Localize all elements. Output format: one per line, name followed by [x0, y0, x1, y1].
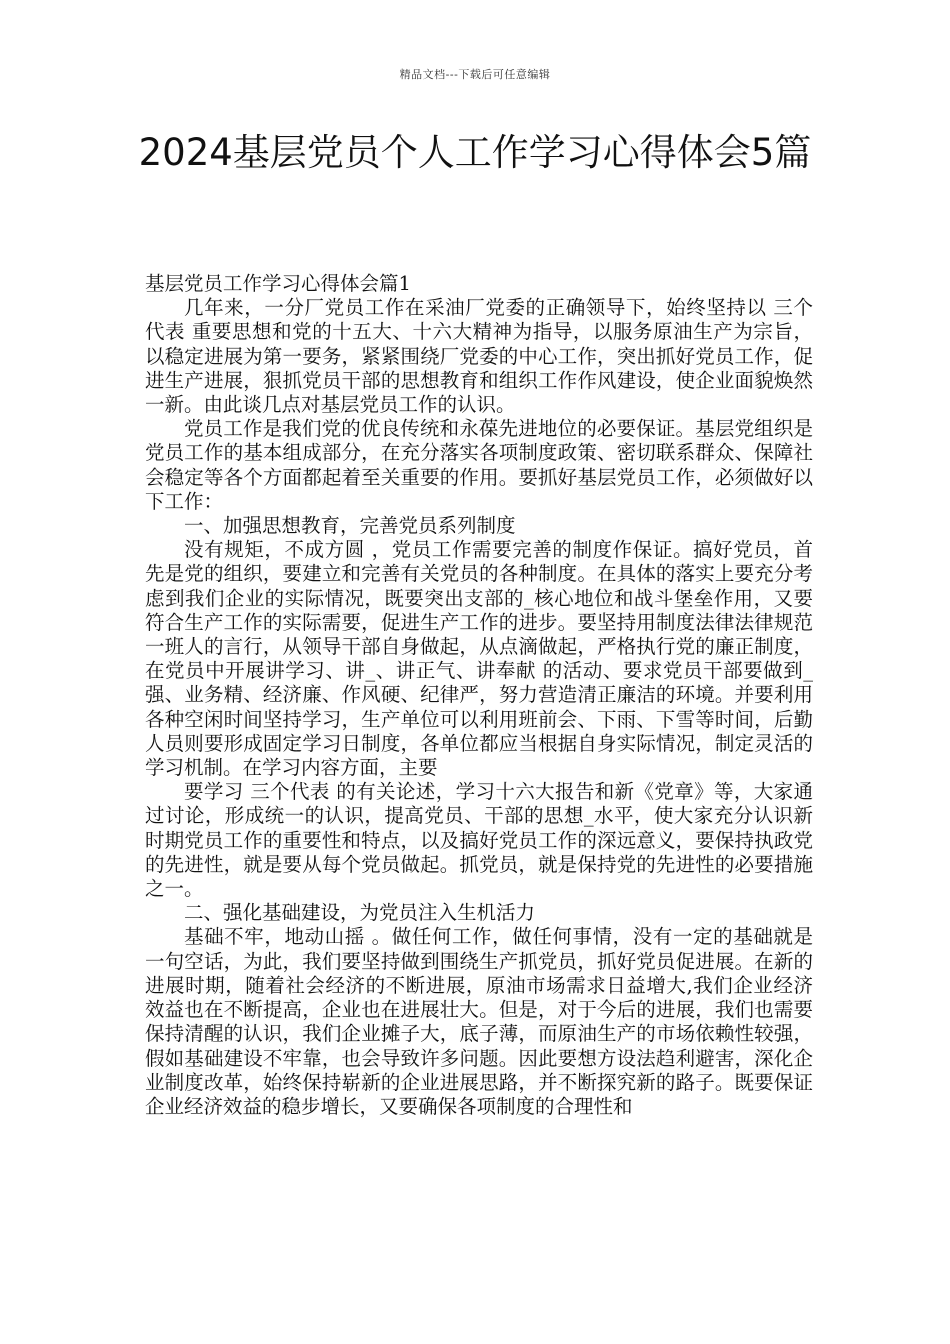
section-heading: 一、加强思想教育，完善党员系列制度 — [184, 514, 516, 538]
paragraph: 基础不牢，地动山摇 。做任何工作，做任何事情，没有一定的基础就是一句空话，为此，我们要坚持做到围绕生产抓党员，抓好党员促进展。在新的进展时期，随着社会经济的不断进展，原油市场需求日益增大,我们企业经济效益也在不断提高，企业也在进展壮大。但是，对于今后的进展，我们也需要保持清醒的认识，我们企业摊子大，底子薄，而原油生产的市场依赖性较强，假如基础建设不牢靠，也会导致许多问题。因此要想方设法趋利避害，深化企业制度改革，始终保持崭新的企业进展思路，并不断探究新的路子。既要保证企业经济效益的稳步增长，又要确保各项制度的合理性和 — [145, 925, 813, 1118]
section-subtitle: 基层党员工作学习心得体会篇1 — [145, 272, 411, 295]
document-body — [145, 272, 813, 1119]
paragraph: 几年来，一分厂党员工作在采油厂党委的正确领导下，始终坚持以 三个代表 重要思想和党的十五大、十六大精神为指导，以服务原油生产为宗旨，以稳定进展为第一要务，紧紧围绕厂党委的中心工作，突出抓好党员工作，促进生产进展，狠抓党员干部的思想教育和组织工作作风建设，使企业面貌焕然一新。由此谈几点对基层党员工作的认识。 — [145, 296, 813, 417]
paragraph: 党员工作是我们党的优良传统和永葆先进地位的必要保证。基层党组织是党员工作的基本组成部分，在充分落实各项制度政策、密切联系群众、保障社会稳定等各个方面都起着至关重要的作用。要抓好基层党员工作，必须做好以下工作： — [145, 417, 813, 513]
paragraph: 没有规矩，不成方圆 ，党员工作需要完善的制度作保证。搞好党员，首先是党的组织，要建立和完善有关党员的各种制度。在具体的落实上要充分考虑到我们企业的实际情况，既要突出支部的_核心地位和战斗堡垒作用，又要符合生产工作的实际需要，促进生产工作的进步。要坚持用制度法律法律规范一班人的言行，从领导干部自身做起，从点滴做起，严格执行党的廉正制度，在党员中开展讲学习、讲_、讲正气、讲奉献 的活动、要求党员干部要做到_强、业务精、经济廉、作风硬、纪律严，努力营造清正廉洁的环境。并要利用各种空闲时间坚持学习，生产单位可以利用班前会、下雨、下雪等时间，后勤人员则要形成固定学习日制度，各单位都应当根据自身实际情况，制定灵活的学习机制。在学习内容方面，主要 — [145, 538, 813, 780]
paragraph: 要学习 三个代表 的有关论述，学习十六大报告和新《党章》等，大家通过讨论，形成统一的认识，提高党员、干部的思想_水平，使大家充分认识新时期党员工作的重要性和特点，以及搞好党员工作的深远意义，要保持执政党的先进性，就是要从每个党员做起。抓党员，就是保持党的先进性的必要措施之一。 — [145, 780, 813, 901]
document-title: 2024基层党员个人工作学习心得体会5篇 — [138, 131, 812, 174]
header-note: 精品文档---下载后可任意编辑 — [399, 68, 551, 81]
section-heading: 二、强化基础建设，为党员注入生机活力 — [184, 901, 536, 925]
